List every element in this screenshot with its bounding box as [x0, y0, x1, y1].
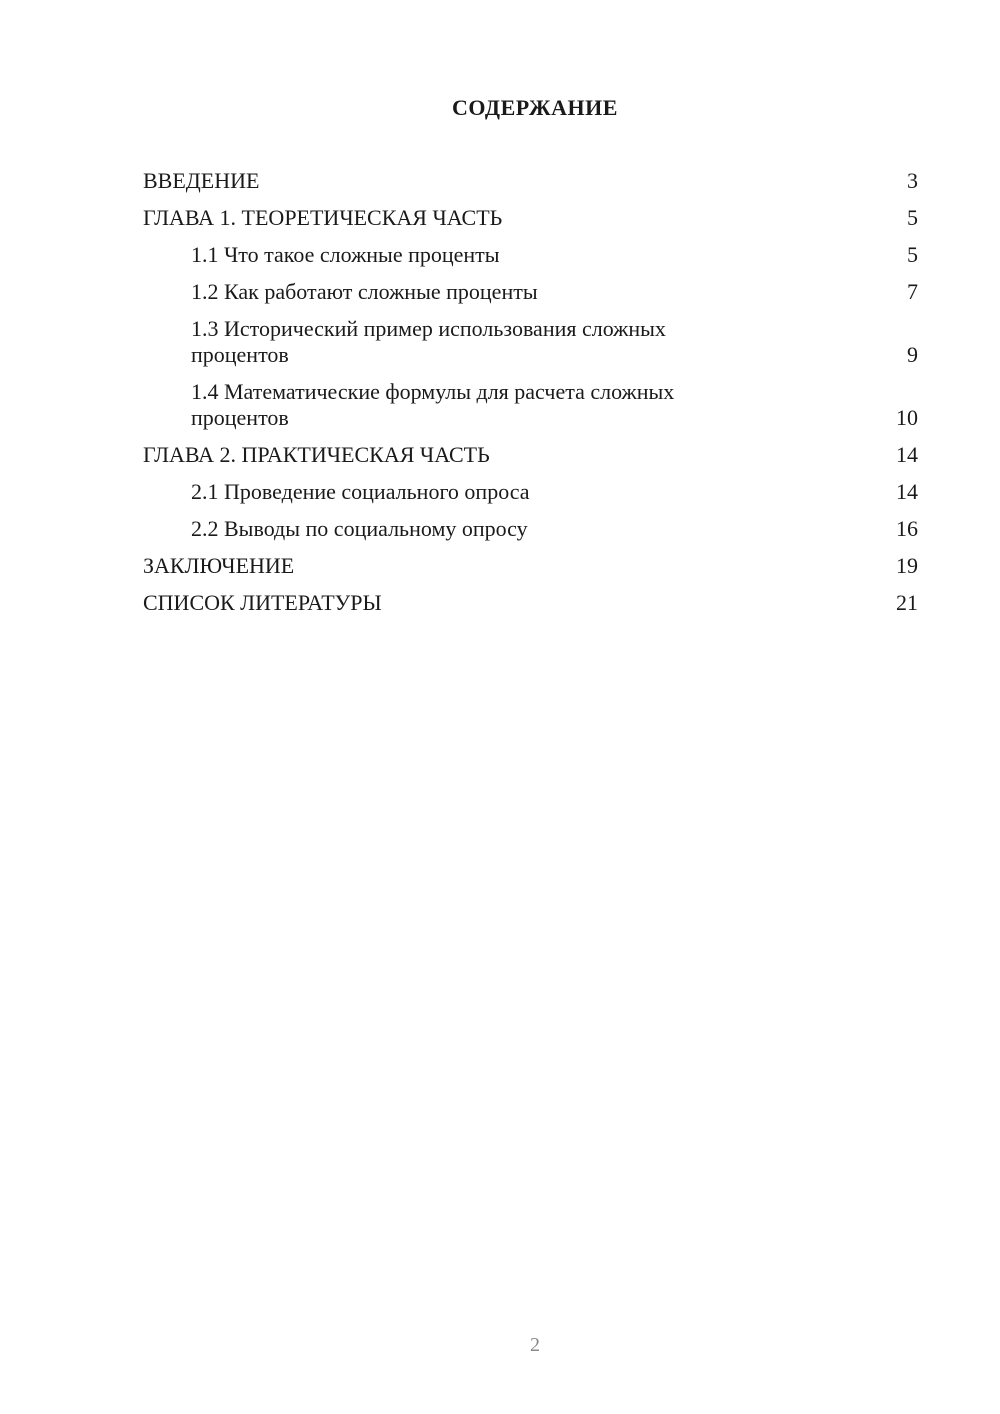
toc-entry-chapter-2[interactable] — [143, 442, 918, 468]
toc-entry-chapter-1[interactable] — [143, 205, 918, 231]
toc-entry-page: 10 — [896, 405, 918, 430]
toc-entry-section-1-1[interactable] — [143, 242, 918, 268]
toc-entry-page: 14 — [896, 442, 918, 467]
page-number: 2 — [530, 1334, 540, 1356]
toc-entry-section-2-2[interactable] — [143, 516, 918, 542]
toc-entry-page: 5 — [907, 242, 918, 267]
toc-entry-section-1-3[interactable] — [143, 316, 918, 368]
toc-entry-section-1-4[interactable] — [143, 379, 918, 431]
toc-entry-page: 16 — [896, 516, 918, 541]
toc-entry-conclusion[interactable] — [143, 553, 918, 579]
toc-entry-text: 1.4 Математические формулы для расчета сложных процентов — [191, 379, 675, 430]
toc-entry-section-1-2[interactable] — [143, 279, 918, 305]
toc-entry-text: 1.2 Как работают сложные проценты — [191, 279, 538, 304]
toc-entry-page: 5 — [907, 205, 918, 230]
toc-entry-text: ВВЕДЕНИЕ — [143, 168, 260, 193]
toc-entry-text: ГЛАВА 2. ПРАКТИЧЕСКАЯ ЧАСТЬ — [143, 442, 490, 467]
toc-entry-text: 1.3 Исторический пример использования сложных процентов — [191, 316, 666, 367]
toc-entry-text: 2.1 Проведение социального опроса — [191, 479, 530, 504]
toc-entry-page: 9 — [907, 342, 918, 367]
toc-entry-page: 21 — [896, 590, 918, 615]
toc-entry-section-2-1[interactable] — [143, 479, 918, 505]
toc-entry-text: 2.2 Выводы по социальному опросу — [191, 516, 528, 541]
toc-entry-references[interactable] — [143, 590, 918, 616]
page-title: СОДЕРЖАНИЕ — [452, 95, 618, 120]
toc-entry-page: 7 — [907, 279, 918, 304]
toc-entry-text: ЗАКЛЮЧЕНИЕ — [143, 553, 295, 578]
toc-entry-introduction[interactable] — [143, 168, 918, 194]
toc-entry-text: 1.1 Что такое сложные проценты — [191, 242, 500, 267]
toc-entry-page: 19 — [896, 553, 918, 578]
table-of-contents — [143, 168, 918, 627]
toc-entry-page: 3 — [907, 168, 918, 193]
toc-entry-page: 14 — [896, 479, 918, 504]
toc-entry-text: ГЛАВА 1. ТЕОРЕТИЧЕСКАЯ ЧАСТЬ — [143, 205, 503, 230]
toc-entry-text: СПИСОК ЛИТЕРАТУРЫ — [143, 590, 382, 615]
